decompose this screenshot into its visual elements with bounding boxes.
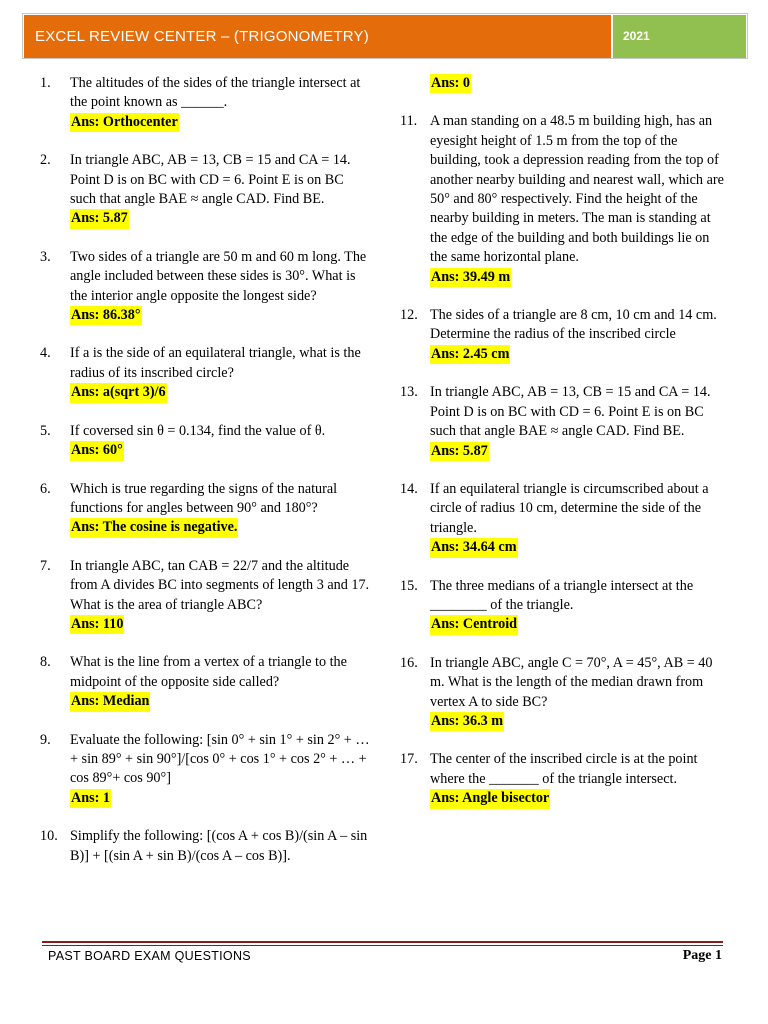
question-17 [400,750,730,808]
question-text: The sides of a triangle are 8 cm, 10 cm and 14 cm. Determine the radius of the inscribed circle [430,307,717,343]
question-text: In triangle ABC, AB = 13, CB = 15 and CA = 14. Point D is on BC with CD = 6. Point E is on BC such that angle BAE ≈ angle CAD. Find BE. [430,384,711,440]
answer: Ans: a(sqrt 3)/6 [70,383,167,402]
page-number: Page 1 [682,948,722,963]
answer: Ans: 5.87 [430,442,489,461]
question-text: Two sides of a triangle are 50 m and 60 m long. The angle included between these sides is 30°. What is the interior angle opposite the longest side? [70,248,367,304]
question-text: If coversed sin θ = 0.134, find the value of θ. [70,422,326,439]
question-number: 9. [40,731,51,748]
question-text: Simplify the following: [(cos A + cos B)/(sin A – sin B)] + [(sin A + sin B)/(cos A – cos B)]. [70,828,368,864]
question-text: What is the line from a vertex of a triangle to the midpoint of the opposite side called? [70,654,347,690]
question-number: 5. [40,422,51,439]
question-number: 6. [40,480,51,497]
question-1 [40,74,370,132]
question-text: A man standing on a 48.5 m building high, has an eyesight height of 1.5 m from the top of the building, took a depression reading from the top of another nearby building and nearest wall, which are 50° and 80° respectively. Find the height of the nearby building in meters. The man is standing at the edge of the building and both buildings lie on the same horizontal plane. [430,113,724,266]
question-10 [40,827,370,866]
question-6 [40,480,370,538]
question-number: 10. [40,828,58,845]
question-number: 4. [40,345,51,362]
question-16 [400,654,730,732]
question-11 [400,112,730,287]
question-4 [40,344,370,402]
question-12 [400,306,730,364]
question-3 [40,248,370,326]
question-number: 16. [400,654,418,671]
answer: Ans: 34.64 cm [430,538,518,557]
answer: Ans: 110 [70,615,124,634]
footer-divider-thin [42,945,723,946]
answer: Ans: 39.49 m [430,268,511,287]
answer: Ans: 1 [70,789,111,808]
footer-caption: PAST BOARD EXAM QUESTIONS [48,949,251,963]
question-number: 12. [400,307,418,324]
answer: Ans: 60° [70,441,124,460]
question-number: 1. [40,75,51,91]
question-text: The center of the inscribed circle is at the point where the _______ of the triangle intersect. [430,751,698,787]
document-title: EXCEL REVIEW CENTER – (TRIGONOMETRY) [24,15,611,58]
question-number: 8. [40,654,51,671]
answer: Ans: Orthocenter [70,113,179,132]
right-column [400,74,730,809]
question-15 [400,577,730,635]
question-text: In triangle ABC, angle C = 70°, A = 45°, AB = 40 m. What is the length of the median drawn from vertex A to side BC? [430,654,713,710]
answer: Ans: Median [70,692,150,711]
answer: Ans: The cosine is negative. [70,518,238,537]
question-2 [40,151,370,229]
footer-divider [42,941,723,943]
question-13 [400,383,730,461]
question-number: 7. [40,557,51,574]
question-10-answer [400,74,730,93]
question-7 [40,557,370,635]
question-number: 11. [400,113,418,130]
answer: Ans: Angle bisector [430,789,550,808]
question-text: The altitudes of the sides of the triangle intersect at the point known as ______. [70,75,361,111]
question-number: 13. [400,384,418,401]
question-9 [40,731,370,809]
question-text: If an equilateral triangle is circumscribed about a circle of radius 10 cm, determine the side of the triangle. [430,480,709,536]
question-text: If a is the side of an equilateral triangle, what is the radius of its inscribed circle? [70,345,361,381]
question-text: The three medians of a triangle intersect at the ________ of the triangle. [430,577,694,613]
document-year: 2021 [613,15,746,58]
question-text: Which is true regarding the signs of the natural functions for angles between 90° and 180°? [70,480,338,516]
question-number: 14. [400,480,418,497]
question-number: 17. [400,751,418,768]
answer: Ans: 5.87 [70,209,129,228]
answer: Ans: 2.45 cm [430,345,510,364]
question-5 [40,422,370,461]
answer: Ans: Centroid [430,615,518,634]
question-number: 2. [40,152,51,169]
question-8 [40,653,370,711]
answer: Ans: 36.3 m [430,712,504,731]
question-number: 3. [40,248,51,265]
question-text: In triangle ABC, AB = 13, CB = 15 and CA = 14. Point D is on BC with CD = 6. Point E is on BC such that angle BAE ≈ angle CAD. Find BE. [70,152,351,208]
question-number: 15. [400,577,418,594]
answer: Ans: 0 [430,74,471,93]
question-text: In triangle ABC, tan CAB = 22/7 and the altitude from A divides BC into segments of length 3 and 17. What is the area of triangle ABC? [70,557,370,613]
answer: Ans: 86.38° [70,306,142,325]
left-column [40,74,370,866]
question-text: Evaluate the following: [sin 0° + sin 1° + sin 2° + …+ sin 89° + sin 90°]/[cos 0° + cos 1° + cos 2° + … + cos 89°+ cos 90°] [70,731,370,787]
question-14 [400,480,730,558]
